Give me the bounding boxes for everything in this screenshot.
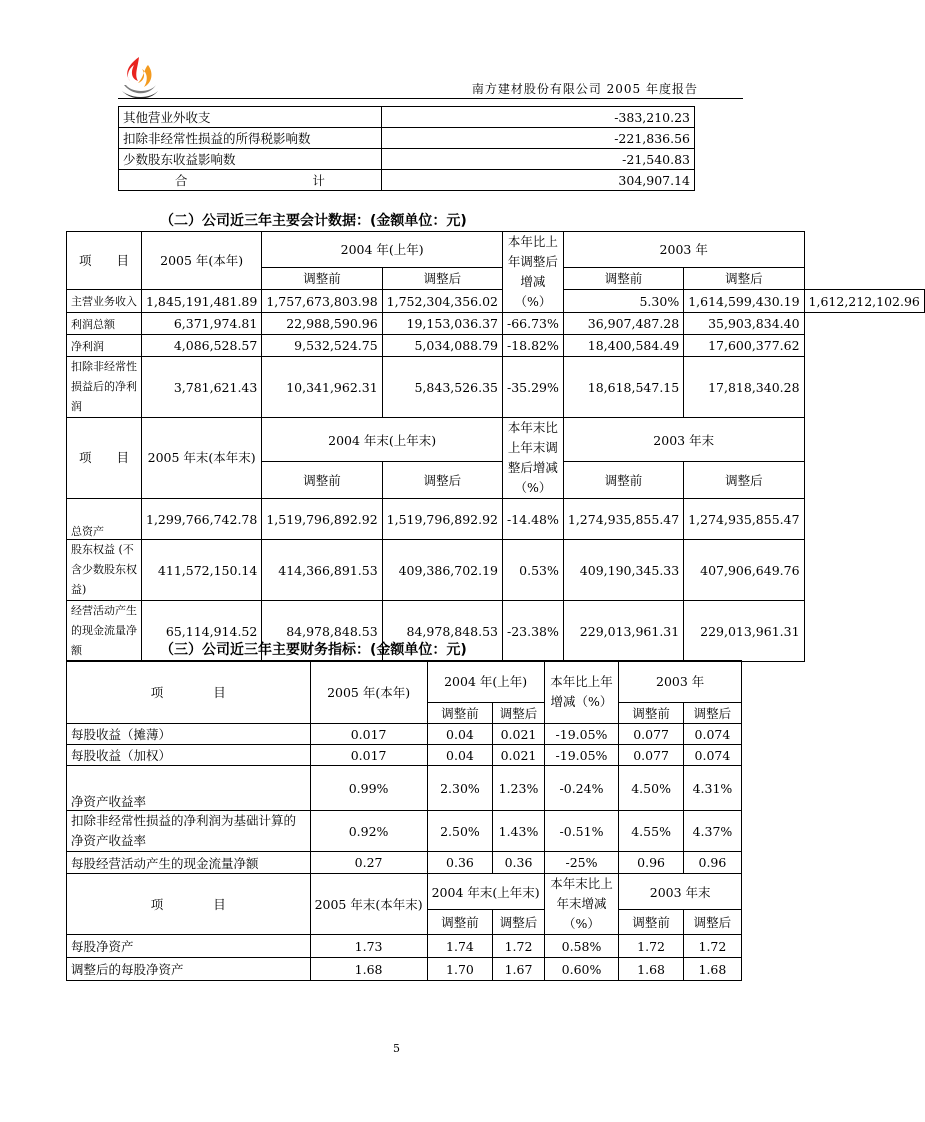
- header-2003-end: 2003 年末: [563, 418, 804, 462]
- cell-2004-before: 1.74: [427, 935, 493, 958]
- row-label: 扣除非经常性损益的所得税影响数: [119, 128, 382, 149]
- cell-2004-after: 1.67: [493, 958, 544, 981]
- header-2005-end: 2005 年末(本年末): [310, 874, 427, 935]
- header-2003: 2003 年: [563, 232, 804, 268]
- cell-2004-after: 1.43%: [493, 811, 544, 852]
- header-item: 项 目: [67, 661, 311, 724]
- header-change: 本年比上年增减（%）: [544, 661, 619, 724]
- header-2004: 2004 年(上年): [262, 232, 503, 268]
- cell-2005: 1.73: [310, 935, 427, 958]
- row-label: 调整后的每股净资产: [67, 958, 311, 981]
- cell-change: -19.05%: [544, 724, 619, 745]
- cell-2004-after: 1.23%: [493, 766, 544, 811]
- table-row: [67, 766, 742, 811]
- cell-2003-before: 18,400,584.49: [563, 335, 683, 357]
- header-change: 本年比上年调整后增减（%）: [502, 232, 563, 313]
- header-2003: 2003 年: [619, 661, 742, 703]
- header-2004-before: 调整前: [262, 267, 382, 290]
- financial-indicators-table: [66, 660, 742, 981]
- cell-2003-before: 4.55%: [619, 811, 684, 852]
- cell-2003-after: 17,600,377.62: [684, 335, 804, 357]
- cell-2003-after: 407,906,649.76: [684, 540, 804, 601]
- header-2004-end: 2004 年末(上年末): [262, 418, 503, 462]
- company-logo: [118, 55, 160, 103]
- table-row: [67, 811, 742, 852]
- non-recurring-items-table: [118, 106, 695, 191]
- table-row: [119, 128, 695, 149]
- cell-2005: 1.68: [310, 958, 427, 981]
- cell-2003-before: 409,190,345.33: [563, 540, 683, 601]
- cell-2003-after: 0.96: [683, 852, 741, 874]
- row-label: 每股收益（摊薄）: [67, 724, 311, 745]
- cell-2003-after: 229,013,961.31: [684, 601, 804, 662]
- cell-2004-before: 22,988,590.96: [262, 313, 382, 335]
- cell-2004-after: 0.021: [493, 724, 544, 745]
- cell-2004-before: 0.04: [427, 745, 493, 766]
- cell-2003-before: 1.68: [619, 958, 684, 981]
- section-title-financial-indicators: （三）公司近三年主要财务指标：(金额单位：元): [160, 642, 467, 658]
- cell-2003-after: 17,818,340.28: [684, 357, 804, 418]
- header-2005-end: 2005 年末(本年末): [142, 418, 262, 499]
- cell-2004-before: 10,341,962.31: [262, 357, 382, 418]
- row-value: -383,210.23: [381, 107, 694, 128]
- cell-change: -19.05%: [544, 745, 619, 766]
- cell-2004-before: 1,757,673,803.98: [262, 290, 382, 313]
- cell-2004-after: 1,752,304,356.02: [382, 290, 502, 313]
- row-label: 扣除非经常性损益后的净利润: [67, 357, 142, 418]
- header-rule: [118, 98, 743, 99]
- header-2003-before: 调整前: [619, 910, 684, 935]
- cell-2005: 411,572,150.14: [142, 540, 262, 601]
- cell-2005: 65,114,914.52: [142, 601, 262, 662]
- cell-2003-before: 1,274,935,855.47: [563, 499, 683, 540]
- header-2004-end: 2004 年末(上年末): [427, 874, 544, 910]
- header-2003-before: 调整前: [563, 267, 683, 290]
- row-value: -21,540.83: [381, 149, 694, 170]
- cell-2003-after: 1,274,935,855.47: [684, 499, 804, 540]
- row-label: 每股收益（加权）: [67, 745, 311, 766]
- header-2004-after: 调整后: [382, 462, 502, 499]
- cell-change: -0.51%: [544, 811, 619, 852]
- cell-2005: 0.017: [310, 724, 427, 745]
- cell-2004-after: 1.72: [493, 935, 544, 958]
- cell-2005: 1,299,766,742.78: [142, 499, 262, 540]
- row-label: 经营活动产生的现金流量净额: [67, 601, 142, 662]
- cell-2003-before: 0.077: [619, 745, 684, 766]
- row-label: 每股经营活动产生的现金流量净额: [67, 852, 311, 874]
- cell-2003-after: 4.37%: [683, 811, 741, 852]
- row-label: 少数股东收益影响数: [119, 149, 382, 170]
- row-label: 净资产收益率: [67, 766, 311, 811]
- cell-2004-after: 1,519,796,892.92: [382, 499, 502, 540]
- table-row: [67, 335, 925, 357]
- cell-2004-before: 0.36: [427, 852, 493, 874]
- table-row: [67, 745, 742, 766]
- cell-change: -18.82%: [502, 335, 563, 357]
- cell-2004-before: 0.04: [427, 724, 493, 745]
- cell-2005: 0.27: [310, 852, 427, 874]
- header-2004-after: 调整后: [493, 910, 544, 935]
- row-label: 每股净资产: [67, 935, 311, 958]
- cell-2003-after: 1.72: [683, 935, 741, 958]
- page-number: 5: [393, 1042, 400, 1055]
- cell-change: -23.38%: [502, 601, 563, 662]
- header-2005: 2005 年(本年): [142, 232, 262, 290]
- header-2003-after: 调整后: [684, 267, 804, 290]
- header-change-end: 本年末比上年末增减（%）: [544, 874, 619, 935]
- row-label: 其他营业外收支: [119, 107, 382, 128]
- cell-change: 5.30%: [563, 290, 683, 313]
- cell-2003-after: 35,903,834.40: [684, 313, 804, 335]
- header-2004: 2004 年(上年): [427, 661, 544, 703]
- cell-2003-before: 1.72: [619, 935, 684, 958]
- header-2003-before: 调整前: [619, 702, 684, 723]
- cell-2003-before: 0.96: [619, 852, 684, 874]
- section-title-accounting-data: （二）公司近三年主要会计数据：(金额单位：元): [160, 213, 467, 229]
- row-label: 净利润: [67, 335, 142, 357]
- row-label: 总资产: [67, 499, 142, 540]
- total-value: 304,907.14: [381, 170, 694, 191]
- table-row: [67, 313, 925, 335]
- cell-2005: 4,086,528.57: [142, 335, 262, 357]
- cell-2004-before: 414,366,891.53: [262, 540, 382, 601]
- table-row: [67, 958, 742, 981]
- cell-2004-after: 0.36: [493, 852, 544, 874]
- header-2003-after: 调整后: [683, 702, 741, 723]
- cell-2004-after: 5,843,526.35: [382, 357, 502, 418]
- cell-2003-after: 0.074: [683, 745, 741, 766]
- table-row: [67, 499, 925, 540]
- table-row: [119, 149, 695, 170]
- cell-2004-before: 1,519,796,892.92: [262, 499, 382, 540]
- accounting-data-table: [66, 231, 925, 662]
- header-2003-end: 2003 年末: [619, 874, 742, 910]
- cell-2003-before: 18,618,547.15: [563, 357, 683, 418]
- cell-change: -25%: [544, 852, 619, 874]
- total-label: 合 计: [119, 170, 382, 191]
- row-label: 股东权益 (不含少数股东权益): [67, 540, 142, 601]
- cell-2004-before: 9,532,524.75: [262, 335, 382, 357]
- row-label: 利润总额: [67, 313, 142, 335]
- cell-change: 0.60%: [544, 958, 619, 981]
- cell-2003-before: 1,614,599,430.19: [684, 290, 804, 313]
- table-row: [67, 852, 742, 874]
- row-label: 主营业务收入: [67, 290, 142, 313]
- cell-2003-before: 229,013,961.31: [563, 601, 683, 662]
- header-2004-after: 调整后: [382, 267, 502, 290]
- cell-2003-after: 0.074: [683, 724, 741, 745]
- cell-change: -66.73%: [502, 313, 563, 335]
- cell-change: 0.58%: [544, 935, 619, 958]
- header-2004-before: 调整前: [262, 462, 382, 499]
- table-row: [67, 935, 742, 958]
- table-row: [67, 540, 925, 601]
- cell-2005: 0.99%: [310, 766, 427, 811]
- cell-2004-after: 0.021: [493, 745, 544, 766]
- total-row: [119, 170, 695, 191]
- cell-2004-before: 1.70: [427, 958, 493, 981]
- header-2003-after: 调整后: [684, 462, 804, 499]
- cell-2004-after: 19,153,036.37: [382, 313, 502, 335]
- cell-2004-after: 84,978,848.53: [382, 601, 502, 662]
- table-row: [67, 357, 925, 418]
- cell-2004-before: 84,978,848.53: [262, 601, 382, 662]
- report-header-title: 南方建材股份有限公司 2005 年度报告: [471, 82, 698, 96]
- cell-2005: 3,781,621.43: [142, 357, 262, 418]
- header-2004-after: 调整后: [493, 702, 544, 723]
- cell-2004-before: 2.30%: [427, 766, 493, 811]
- header-change-end: 本年末比上年末调整后增减（%）: [502, 418, 563, 499]
- cell-2005: 0.017: [310, 745, 427, 766]
- header-2005: 2005 年(本年): [310, 661, 427, 724]
- header-item: 项 目: [67, 232, 142, 290]
- cell-2003-before: 0.077: [619, 724, 684, 745]
- cell-2005: 6,371,974.81: [142, 313, 262, 335]
- cell-2004-after: 5,034,088.79: [382, 335, 502, 357]
- cell-2003-after: 1.68: [683, 958, 741, 981]
- header-2003-after: 调整后: [683, 910, 741, 935]
- row-label: 扣除非经常性损益的净利润为基础计算的净资产收益率: [67, 811, 311, 852]
- cell-2004-before: 2.50%: [427, 811, 493, 852]
- table-row: [67, 724, 742, 745]
- header-item: 项 目: [67, 874, 311, 935]
- header-2003-before: 调整前: [563, 462, 683, 499]
- cell-change: -14.48%: [502, 499, 563, 540]
- table-row: [67, 290, 925, 313]
- row-value: -221,836.56: [381, 128, 694, 149]
- cell-2003-before: 4.50%: [619, 766, 684, 811]
- cell-change: -0.24%: [544, 766, 619, 811]
- cell-2004-after: 409,386,702.19: [382, 540, 502, 601]
- cell-change: 0.53%: [502, 540, 563, 601]
- header-2004-before: 调整前: [427, 910, 493, 935]
- header-item: 项 目: [67, 418, 142, 499]
- table-row: [119, 107, 695, 128]
- cell-2005: 0.92%: [310, 811, 427, 852]
- cell-2005: 1,845,191,481.89: [142, 290, 262, 313]
- cell-change: -35.29%: [502, 357, 563, 418]
- cell-2003-after: 4.31%: [683, 766, 741, 811]
- cell-2003-before: 36,907,487.28: [563, 313, 683, 335]
- header-2004-before: 调整前: [427, 702, 493, 723]
- cell-2003-after: 1,612,212,102.96: [804, 290, 924, 313]
